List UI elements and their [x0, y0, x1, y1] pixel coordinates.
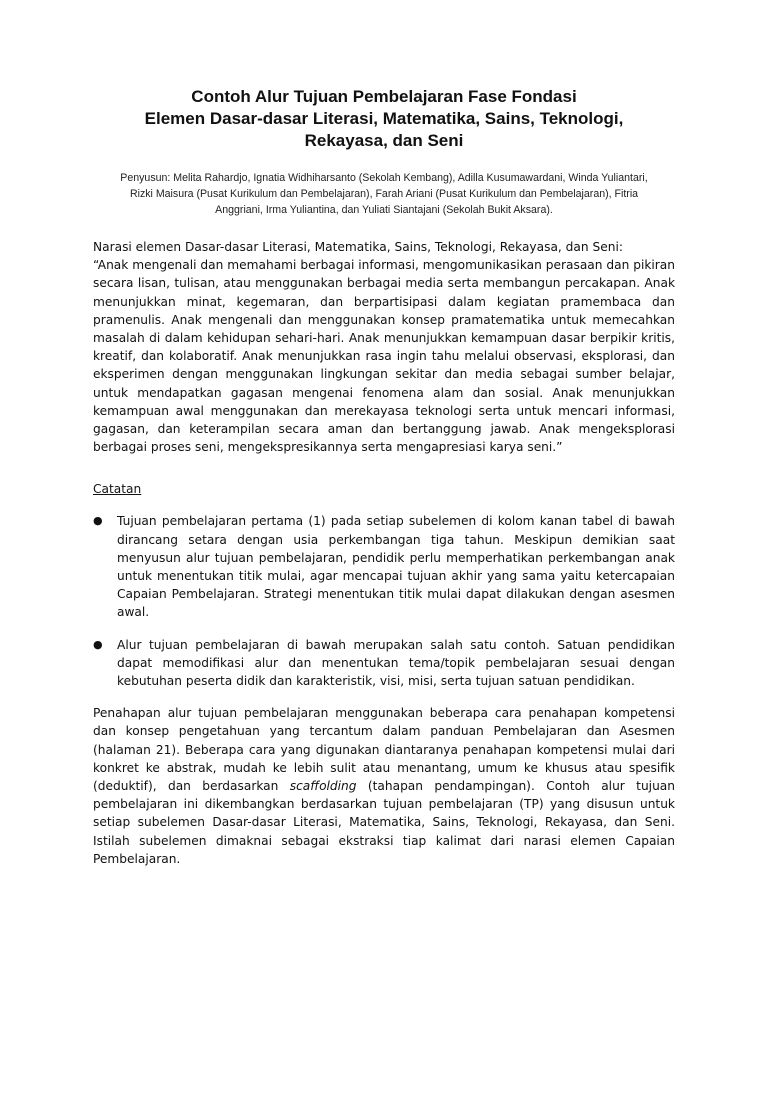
authors-block: [93, 170, 675, 218]
penahapan-text-before: Penahapan alur tujuan pembelajaran menggunakan beberapa cara penahapan kompetensi dan konsep pengetahuan yang tercantum dalam panduan Pembelajaran dan Asesmen (halaman 21). Beberapa cara yang digunakan diantaranya penahapan kompetensi mulai dari konkret ke abstrak, mudah ke lebih sulit atau menantang, umum ke khusus atau spesifik (deduktif), dan berdasarkan: [93, 706, 675, 794]
bullet-icon: ●: [93, 637, 103, 651]
penahapan-paragraph: [93, 704, 675, 868]
penahapan-italic-term: scaffolding: [289, 779, 357, 794]
catatan-item-text: Tujuan pembelajaran pertama (1) pada setiap subelemen di kolom kanan tabel di bawah dirancang setara dengan usia perkembangan tiga tahun. Meskipun demikian saat menyusun alur tujuan pembelajaran, pendidik perlu memperhatikan perkembangan anak untuk menentukan titik mulai, agar mencapai tujuan akhir yang sama yaitu ketercapaian Capaian Pembelajaran. Strategi menentukan titik mulai dapat dilakukan dengan asesmen awal.: [117, 514, 675, 620]
penahapan-text-after: (tahapan pendampingan). Contoh alur tujuan pembelajaran ini dikembangkan berdasarkan tujuan pembelajaran (TP) yang disusun untuk setiap subelemen Dasar-dasar Literasi, Matematika, Sains, Teknologi, Rekayasa, dan Seni. Istilah subelemen dimaknai sebagai ekstraksi tiap kalimat dari narasi elemen Capaian Pembelajaran.: [93, 779, 675, 866]
catatan-item: [93, 636, 675, 691]
catatan-item-text: Alur tujuan pembelajaran di bawah merupakan salah satu contoh. Satuan pendidikan dapat memodifikasi alur dan menentukan tema/topik pembelajaran sesuai dengan kebutuhan peserta didik dan karakteristik, visi, misi, serta tujuan satuan pendidikan.: [117, 637, 675, 689]
authors-line-1: Penyusun: Melita Rahardjo, Ignatia Widhiharsanto (Sekolah Kembang), Adilla Kusumawardani, Winda Yuliantari,: [120, 172, 648, 184]
title-line-2: Elemen Dasar-dasar Literasi, Matematika, Sains, Teknologi,: [144, 109, 624, 128]
authors-line-2: Rizki Maisura (Pusat Kurikulum dan Pembelajaran), Farah Ariani (Pusat Kurikulum dan Pembelajaran), Fitria: [129, 188, 639, 200]
narasi-heading: Narasi elemen Dasar-dasar Literasi, Matematika, Sains, Teknologi, Rekayasa, dan Seni:: [93, 240, 623, 254]
title-line-1: Contoh Alur Tujuan Pembelajaran Fase Fondasi: [191, 87, 577, 106]
narasi-quote: “Anak mengenali dan memahami berbagai informasi, mengomunikasikan perasaan dan pikiran secara lisan, tulisan, atau menggunakan berbagai media serta membangun percakapan. Anak menunjukkan minat, kegemaran, dan berpartisipasi dalam kegiatan pramembaca dan pramenulis. Anak mengenali dan menggunakan konsep pramatematika untuk memecahkan masalah di dalam kehidupan sehari-hari. Anak menunjukkan kemampuan dasar berpikir kritis, kreatif, dan kolaboratif. Anak menunjukkan rasa ingin tahu melalui observasi, eksplorasi, dan eksperimen dengan menggunakan lingkungan sekitar dan media sebagai sumber belajar, untuk mendapatkan gagasan mengenai fenomena alam dan sosial. Anak menunjukkan kemampuan awal menggunakan dan merekayasa teknologi serta untuk mencari informasi, gagasan, dan keterampilan secara aman dan bertanggung jawab. Anak mengeksplorasi berbagai proses seni, mengekspresikannya serta mengapresiasi karya seni.”: [93, 258, 675, 455]
title-line-3: Rekayasa, dan Seni: [304, 131, 464, 150]
narasi-section: [93, 238, 675, 456]
bullet-icon: ●: [93, 514, 103, 528]
authors-line-3: Anggriani, Irma Yuliantina, dan Yuliati Siantajani (Sekolah Bukit Aksara).: [215, 204, 553, 216]
catatan-list: [93, 512, 675, 690]
page-title: [93, 86, 675, 152]
document-page: [0, 86, 768, 1110]
catatan-heading: Catatan: [93, 482, 142, 497]
catatan-item: [93, 512, 675, 621]
